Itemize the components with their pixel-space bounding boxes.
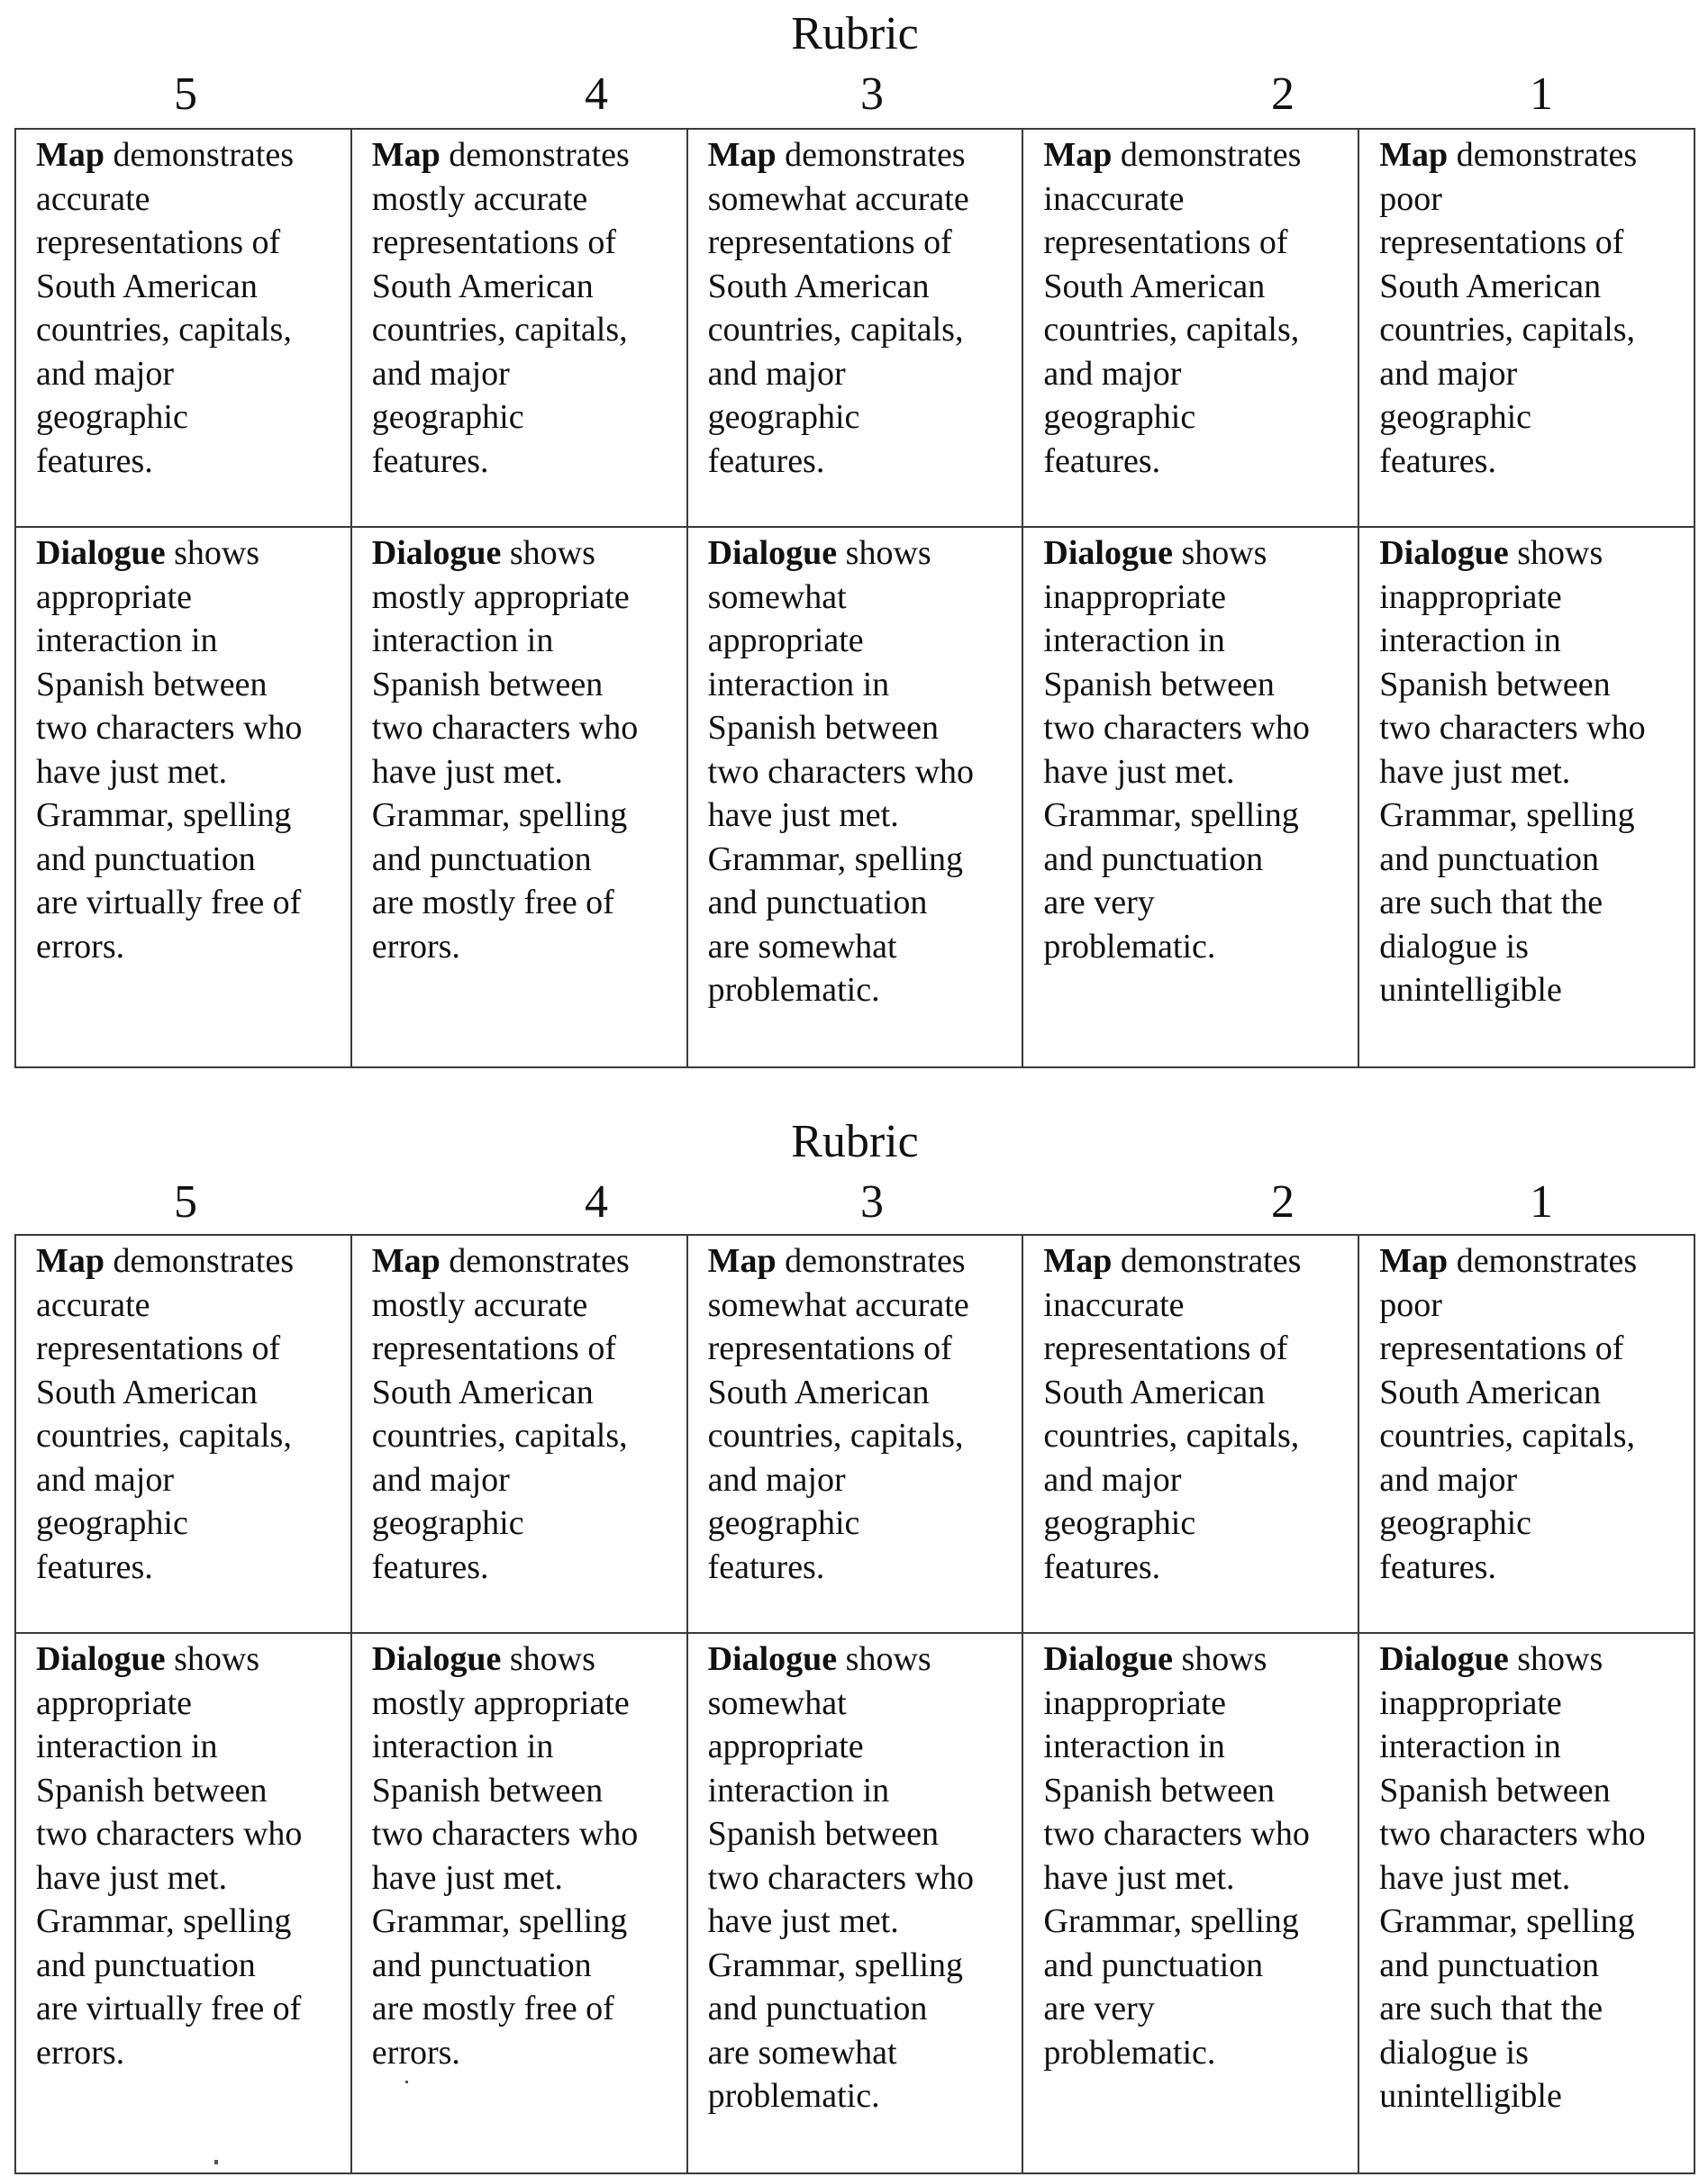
score-label-4: 4 — [585, 1176, 608, 1228]
cell-text-line: representations of — [707, 1329, 952, 1367]
cell-text-line: Spanish between — [36, 665, 268, 703]
cell-text-line: dialogue is — [1379, 927, 1529, 966]
cell-text-line: South American — [1043, 267, 1266, 305]
cell-text-line: geographic — [1043, 1504, 1196, 1542]
cell-text-line: two characters who — [1379, 1815, 1646, 1853]
rubric-cell — [351, 129, 687, 527]
cell-text-line: have just met. — [1043, 1858, 1235, 1897]
cell-text-line: features. — [1043, 441, 1161, 480]
cell-text-line: geographic — [371, 1504, 524, 1542]
cell-text-line: geographic — [1043, 398, 1196, 436]
criterion-text: shows — [501, 1640, 595, 1678]
cell-text-line: Spanish between — [371, 1771, 604, 1810]
rubric-cell — [1022, 1235, 1358, 1633]
score-label-1: 1 — [1530, 1176, 1553, 1228]
criterion-text: shows — [1508, 534, 1604, 572]
cell-text-line: countries, capitals, — [1043, 1417, 1300, 1455]
cell-text-line — [36, 531, 341, 576]
cell-text-line: features. — [707, 1547, 825, 1586]
cell-text-line: interaction in — [1043, 1728, 1225, 1765]
cell-text-line: inappropriate — [1043, 1683, 1226, 1722]
rubric-cell — [687, 129, 1023, 527]
score-label-1: 1 — [1530, 68, 1553, 120]
cell-text-line: Grammar, spelling — [707, 839, 963, 878]
criterion-name: Dialogue — [1379, 534, 1509, 572]
cell-text-line — [708, 1637, 1013, 1682]
cell-text-line: two characters who — [1043, 1815, 1310, 1853]
cell-text-line: Spanish between — [707, 709, 940, 747]
cell-text-line: interaction in — [371, 1728, 554, 1765]
cell-text-line: are very — [1043, 884, 1155, 921]
cell-text-line: interaction in — [1379, 621, 1561, 659]
criterion-name: Dialogue — [707, 534, 838, 572]
criterion-text: demonstrates — [776, 1242, 966, 1280]
cell-text-line: features. — [1379, 1547, 1496, 1586]
cell-text-line: and punctuation — [36, 1946, 256, 1984]
cell-text-line: unintelligible — [1379, 971, 1562, 1009]
cell-text-line: inappropriate — [1379, 577, 1562, 616]
cell-text-line: representations of — [1379, 1329, 1624, 1367]
cell-text-line: South American — [36, 267, 258, 305]
criterion-text: demonstrates — [1112, 1242, 1302, 1280]
cell-text-line: have just met. — [1379, 1858, 1571, 1897]
cell-text-line: are such that the — [1379, 884, 1604, 921]
cell-text-line — [372, 531, 677, 576]
rubric-table — [14, 128, 1695, 1068]
cell-text-line: inappropriate — [1379, 1683, 1562, 1722]
criterion-name: Dialogue — [1379, 1640, 1509, 1678]
cell-text-line: countries, capitals, — [1379, 311, 1636, 349]
cell-text-line: geographic — [1379, 398, 1531, 436]
rubric-cell — [351, 1633, 687, 2173]
cell-text-line: and punctuation — [707, 1990, 928, 2027]
cell-text-line: geographic — [36, 398, 188, 436]
cell-text-line — [708, 1239, 1013, 1284]
cell-text-line: Spanish between — [1379, 1771, 1611, 1810]
cell-text-line: and punctuation — [1043, 1946, 1264, 1984]
criterion-text: shows — [501, 534, 595, 572]
cell-text-line: and punctuation — [1379, 1946, 1599, 1984]
cell-text-line: inaccurate — [1043, 179, 1185, 218]
cell-text-line: countries, capitals, — [371, 1417, 628, 1455]
cell-text-line: appropriate — [707, 1728, 864, 1765]
criterion-name: Map — [36, 136, 104, 174]
cell-text-line: interaction in — [36, 1728, 218, 1765]
cell-text-line: dialogue is — [1379, 2033, 1529, 2072]
score-header-row — [14, 1175, 1695, 1230]
cell-text-line: accurate — [36, 179, 150, 218]
cell-text-line: representations of — [36, 223, 281, 261]
cell-text-line: unintelligible — [1379, 2077, 1562, 2115]
criterion-name: Map — [1379, 136, 1449, 174]
cell-text-line: errors. — [371, 2033, 460, 2072]
cell-text-line: geographic — [36, 1504, 188, 1542]
rubric-cell — [15, 1633, 351, 2173]
criterion-text: shows — [1172, 534, 1267, 572]
rubric-cell — [687, 1633, 1023, 2173]
rubric-title: Rubric — [791, 8, 919, 59]
cell-text-line: Grammar, spelling — [707, 1946, 963, 1984]
cell-text-line: appropriate — [36, 1683, 193, 1722]
cell-text-line: Grammar, spelling — [1379, 1902, 1635, 1940]
cell-text-line: South American — [371, 267, 594, 305]
cell-text-line — [36, 1637, 341, 1682]
cell-text-line: features. — [707, 441, 825, 480]
cell-text-line — [1043, 1239, 1349, 1284]
cell-text-line: have just met. — [707, 1902, 899, 1940]
cell-text-line: are virtually free of — [36, 884, 302, 921]
cell-text-line: mostly accurate — [371, 179, 588, 218]
cell-text-line: representations of — [707, 223, 952, 261]
dialogue-criterion-row — [15, 1633, 1694, 2173]
cell-text-line: features. — [371, 1547, 489, 1586]
cell-text-line — [1379, 133, 1685, 177]
cell-text-line: and punctuation — [707, 884, 928, 921]
cell-text-line: representations of — [36, 1329, 281, 1367]
cell-text-line: Spanish between — [371, 665, 604, 703]
map-criterion-row — [15, 1235, 1694, 1633]
cell-text-line: countries, capitals, — [1043, 311, 1300, 349]
map-criterion-row — [15, 129, 1694, 527]
cell-text-line: mostly appropriate — [371, 577, 630, 616]
cell-text-line: and major — [371, 354, 510, 393]
criterion-name: Map — [707, 1242, 777, 1280]
criterion-name: Dialogue — [36, 1640, 166, 1678]
cell-text-line — [36, 133, 341, 177]
criterion-name: Map — [1043, 136, 1113, 174]
cell-text-line: errors. — [36, 2033, 125, 2072]
rubric-cell — [687, 1235, 1023, 1633]
cell-text-line: South American — [371, 1373, 594, 1411]
rubric-cell — [351, 527, 687, 1067]
cell-text-line: interaction in — [371, 621, 554, 659]
cell-text-line: Grammar, spelling — [1379, 796, 1635, 834]
rubric-title: Rubric — [791, 1116, 919, 1167]
cell-text-line: countries, capitals, — [707, 311, 964, 349]
criterion-text: demonstrates — [440, 136, 630, 174]
cell-text-line: interaction in — [1043, 621, 1225, 659]
criterion-text: demonstrates — [776, 136, 966, 174]
criterion-text: shows — [165, 1640, 260, 1678]
cell-text-line: two characters who — [36, 1815, 303, 1853]
cell-text-line: and punctuation — [1043, 839, 1264, 878]
rubric-cell — [1358, 1235, 1694, 1633]
cell-text-line: appropriate — [36, 577, 193, 616]
scan-speck — [405, 2081, 408, 2083]
cell-text-line: features. — [36, 441, 153, 480]
cell-text-line: are somewhat — [707, 2033, 897, 2072]
cell-text-line: have just met. — [1379, 752, 1571, 791]
cell-text-line: and punctuation — [371, 839, 592, 878]
rubric-cell — [1358, 1633, 1694, 2173]
cell-text-line: two characters who — [36, 709, 303, 747]
cell-text-line: Spanish between — [1043, 665, 1275, 703]
cell-text-line: Spanish between — [707, 1815, 940, 1853]
cell-text-line: poor — [1379, 179, 1442, 218]
rubric-cell — [351, 1235, 687, 1633]
score-label-2: 2 — [1271, 1176, 1295, 1228]
cell-text-line — [372, 133, 677, 177]
score-label-4: 4 — [585, 68, 608, 120]
cell-text-line: are mostly free of — [371, 884, 614, 921]
cell-text-line: and punctuation — [1379, 839, 1599, 878]
rubric-cell — [15, 129, 351, 527]
cell-text-line: problematic. — [707, 971, 880, 1009]
rubric-cell — [687, 527, 1023, 1067]
criterion-name: Dialogue — [1043, 534, 1173, 572]
cell-text-line: and major — [707, 354, 846, 393]
cell-text-line: errors. — [36, 927, 125, 966]
cell-text-line — [1043, 133, 1349, 177]
cell-text-line: and major — [1379, 354, 1518, 393]
cell-text-line — [1379, 1239, 1685, 1284]
criterion-name: Map — [371, 1242, 441, 1280]
cell-text-line: South American — [1379, 1373, 1602, 1411]
criterion-name: Dialogue — [1043, 1640, 1173, 1678]
score-label-2: 2 — [1271, 68, 1295, 120]
cell-text-line: interaction in — [707, 1771, 890, 1810]
criterion-text: demonstrates — [1112, 136, 1302, 174]
cell-text-line: have just met. — [371, 1858, 563, 1897]
cell-text-line: have just met. — [707, 796, 899, 834]
criterion-name: Dialogue — [371, 1640, 502, 1678]
cell-text-line: have just met. — [371, 752, 563, 791]
cell-text-line: are such that the — [1379, 1990, 1604, 2027]
criterion-text: shows — [837, 534, 931, 572]
cell-text-line: somewhat accurate — [707, 179, 969, 218]
rubric-cell — [15, 527, 351, 1067]
cell-text-line: mostly appropriate — [371, 1683, 630, 1722]
cell-text-line: two characters who — [707, 752, 975, 791]
criterion-name: Dialogue — [707, 1640, 838, 1678]
cell-text-line: South American — [707, 1373, 930, 1411]
score-label-3: 3 — [860, 68, 884, 120]
cell-text-line: problematic. — [1043, 927, 1216, 966]
cell-text-line: interaction in — [707, 665, 890, 703]
cell-text-line: and major — [707, 1460, 846, 1499]
criterion-name: Map — [707, 136, 777, 174]
cell-text-line: and major — [1379, 1460, 1518, 1499]
rubric-cell — [1022, 129, 1358, 527]
cell-text-line — [1043, 531, 1349, 576]
cell-text-line: countries, capitals, — [36, 311, 292, 349]
cell-text-line: South American — [36, 1373, 258, 1411]
cell-text-line: countries, capitals, — [1379, 1417, 1636, 1455]
cell-text-line: countries, capitals, — [371, 311, 628, 349]
cell-text-line: are somewhat — [707, 927, 897, 966]
cell-text-line: South American — [1379, 267, 1602, 305]
cell-text-line: errors. — [371, 927, 460, 966]
cell-text-line: representations of — [371, 223, 616, 261]
cell-text-line: South American — [1043, 1373, 1266, 1411]
cell-text-line: and punctuation — [371, 1946, 592, 1984]
cell-text-line: are mostly free of — [371, 1990, 614, 2027]
cell-text-line: inappropriate — [1043, 577, 1226, 616]
cell-text-line: accurate — [36, 1285, 150, 1324]
cell-text-line — [1379, 1637, 1685, 1682]
cell-text-line: two characters who — [1043, 709, 1310, 747]
cell-text-line: Spanish between — [1379, 665, 1611, 703]
criterion-name: Dialogue — [371, 534, 502, 572]
cell-text-line: two characters who — [1379, 709, 1646, 747]
criterion-name: Dialogue — [36, 534, 166, 572]
cell-text-line — [372, 1239, 677, 1284]
cell-text-line: and major — [36, 1460, 175, 1499]
score-header-row — [14, 67, 1695, 122]
rubric-table — [14, 1234, 1695, 2174]
criterion-text: demonstrates — [440, 1242, 630, 1280]
criterion-text: demonstrates — [104, 1242, 295, 1280]
cell-text-line: geographic — [707, 398, 860, 436]
cell-text-line: representations of — [371, 1329, 616, 1367]
criterion-name: Map — [36, 1242, 104, 1280]
cell-text-line: two characters who — [707, 1858, 975, 1897]
cell-text-line: two characters who — [371, 709, 639, 747]
cell-text-line: have just met. — [36, 752, 228, 791]
cell-text-line: and major — [1043, 1460, 1182, 1499]
cell-text-line: representations of — [1043, 223, 1288, 261]
cell-text-line — [708, 133, 1013, 177]
cell-text-line: Grammar, spelling — [1043, 1902, 1299, 1940]
score-label-3: 3 — [860, 1176, 884, 1228]
cell-text-line: inaccurate — [1043, 1285, 1185, 1324]
cell-text-line: representations of — [1043, 1329, 1288, 1367]
rubric-cell — [15, 1235, 351, 1633]
cell-text-line: are very — [1043, 1990, 1155, 2027]
cell-text-line: and major — [1043, 354, 1182, 393]
cell-text-line: Grammar, spelling — [1043, 796, 1299, 834]
cell-text-line — [708, 531, 1013, 576]
score-label-5: 5 — [174, 68, 197, 120]
criterion-text: demonstrates — [1448, 1242, 1638, 1280]
criterion-text: shows — [165, 534, 260, 572]
cell-text-line — [1043, 1637, 1349, 1682]
cell-text-line: features. — [1379, 441, 1496, 480]
cell-text-line: and punctuation — [36, 839, 256, 878]
cell-text-line: features. — [371, 441, 489, 480]
cell-text-line: geographic — [707, 1504, 860, 1542]
cell-text-line: geographic — [1379, 1504, 1531, 1542]
cell-text-line: two characters who — [371, 1815, 639, 1853]
cell-text-line: representations of — [1379, 223, 1624, 261]
cell-text-line: and major — [371, 1460, 510, 1499]
cell-text-line: Grammar, spelling — [371, 796, 628, 834]
cell-text-line: somewhat — [707, 577, 847, 616]
cell-text-line: Spanish between — [1043, 1771, 1275, 1810]
rubric-cell — [1022, 1633, 1358, 2173]
cell-text-line: features. — [1043, 1547, 1161, 1586]
cell-text-line: are virtually free of — [36, 1990, 302, 2027]
cell-text-line: countries, capitals, — [707, 1417, 964, 1455]
cell-text-line — [36, 1239, 341, 1284]
rubric-cell — [1358, 527, 1694, 1067]
criterion-name: Map — [1379, 1242, 1449, 1280]
cell-text-line: Grammar, spelling — [371, 1902, 628, 1940]
cell-text-line: somewhat — [707, 1683, 847, 1722]
cell-text-line: geographic — [371, 398, 524, 436]
criterion-text: demonstrates — [1448, 136, 1638, 174]
cell-text-line: have just met. — [1043, 752, 1235, 791]
criterion-name: Map — [371, 136, 441, 174]
cell-text-line: poor — [1379, 1285, 1442, 1324]
scan-speck — [214, 2160, 218, 2164]
cell-text-line: mostly accurate — [371, 1285, 588, 1324]
cell-text-line: appropriate — [707, 621, 864, 659]
rubric-cell — [1022, 527, 1358, 1067]
criterion-name: Map — [1043, 1242, 1113, 1280]
cell-text-line: and major — [36, 354, 175, 393]
cell-text-line: have just met. — [36, 1858, 228, 1897]
dialogue-criterion-row — [15, 527, 1694, 1067]
cell-text-line: countries, capitals, — [36, 1417, 292, 1455]
criterion-text: shows — [837, 1640, 931, 1678]
cell-text-line — [1379, 531, 1685, 576]
cell-text-line: interaction in — [1379, 1728, 1561, 1765]
criterion-text: demonstrates — [104, 136, 295, 174]
rubric-cell — [1358, 129, 1694, 527]
cell-text-line: problematic. — [1043, 2033, 1216, 2072]
cell-text-line — [372, 1637, 677, 1682]
cell-text-line: South American — [707, 267, 930, 305]
cell-text-line: Grammar, spelling — [36, 1902, 292, 1940]
cell-text-line: somewhat accurate — [707, 1285, 969, 1324]
cell-text-line: Grammar, spelling — [36, 796, 292, 834]
criterion-text: shows — [1172, 1640, 1267, 1678]
cell-text-line: problematic. — [707, 2077, 880, 2115]
cell-text-line: features. — [36, 1547, 153, 1586]
cell-text-line: interaction in — [36, 621, 218, 659]
cell-text-line: Spanish between — [36, 1771, 268, 1810]
score-label-5: 5 — [174, 1176, 197, 1228]
criterion-text: shows — [1508, 1640, 1604, 1678]
